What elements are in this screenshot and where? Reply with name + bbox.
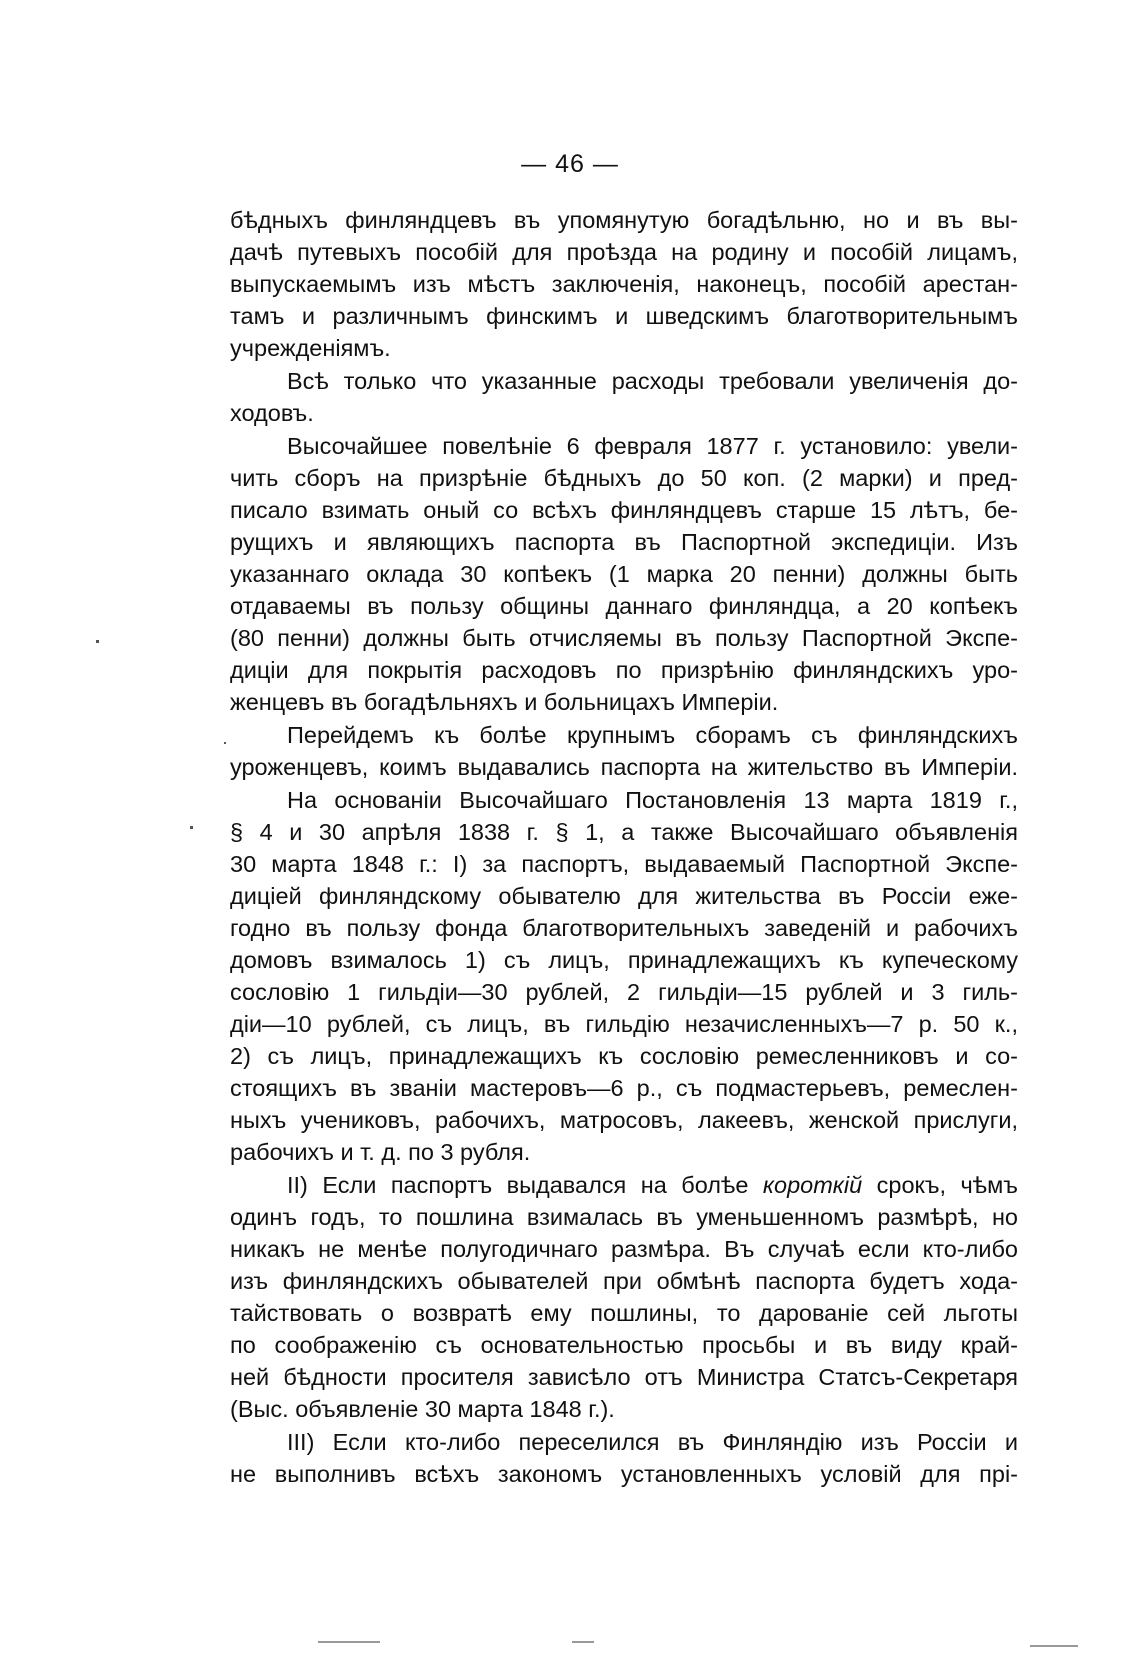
text-line: тайствовать о возвратѣ ему пошлины, то дарованіе сей льготы	[230, 1300, 1018, 1326]
body-text	[230, 204, 1018, 1491]
text-line: изъ финляндскихъ обывателей при обмѣнѣ паспорта будетъ хода-	[230, 1268, 1018, 1294]
text-line: отдаваемы въ пользу общины даннаго финляндца, а 20 копѣекъ	[230, 593, 1018, 619]
text-line: одинъ годъ, то пошлина взималась въ уменьшенномъ размѣрѣ, но	[230, 1204, 1018, 1230]
scan-edge-mark	[318, 1641, 380, 1643]
paragraph	[230, 1426, 1018, 1490]
text-run: II) Если паспортъ выдавался на болѣе	[287, 1172, 763, 1198]
text-line: выпускаемымъ изъ мѣстъ заключенія, наконецъ, пособій арестан-	[230, 271, 1018, 297]
text-line: учрежденіямъ.	[230, 335, 391, 361]
text-line: стоящихъ въ званіи мастеровъ—6 р., съ подмастерьевъ, ремеслен-	[230, 1075, 1018, 1101]
scan-speck	[224, 742, 226, 744]
text-line: годно въ пользу фонда благотворительныхъ заведеній и рабочихъ	[230, 915, 1018, 941]
text-line: Высочайшее повелѣніе 6 февраля 1877 г. установило: увели-	[287, 433, 1018, 459]
scan-speck	[96, 640, 99, 643]
italic-word: короткій	[762, 1172, 863, 1198]
page-number: — 46 —	[521, 150, 619, 178]
text-line: писало взимать оный со всѣхъ финляндцевъ старше 15 лѣтъ, бе-	[230, 497, 1018, 523]
text-line: рабочихъ и т. д. по 3 рубля.	[230, 1139, 531, 1165]
text-line: чить сборъ на призрѣніе бѣдныхъ до 50 коп. (2 марки) и пред-	[230, 465, 1018, 491]
paragraph	[230, 430, 1018, 718]
text-line: женцевъ въ богадѣльняхъ и больницахъ Имперіи.	[230, 689, 779, 715]
scan-edge-mark	[1030, 1645, 1078, 1647]
text-line: не выполнивъ всѣхъ закономъ установленныхъ условій для прі-	[230, 1461, 1018, 1487]
text-line: сословію 1 гильдіи—30 рублей, 2 гильдіи—15 рублей и 3 гиль-	[230, 979, 1018, 1005]
paragraph	[230, 1169, 1018, 1425]
text-line: диціи для покрытія расходовъ по призрѣнію финляндскихъ уро-	[230, 657, 1018, 683]
paragraph	[230, 204, 1018, 364]
text-line: 30 марта 1848 г.: I) за паспортъ, выдаваемый Паспортной Экспе-	[230, 851, 1018, 877]
text-line: § 4 и 30 апрѣля 1838 г. § 1, а также Высочайшаго объявленія	[230, 819, 1018, 845]
text-line: дачѣ путевыхъ пособій для проѣзда на родину и пособій лицамъ,	[230, 239, 1018, 265]
text-line: ней бѣдности просителя зависѣло отъ Министра Статсъ-Секретаря	[230, 1364, 1018, 1390]
paragraph	[230, 719, 1018, 783]
text-line: рущихъ и являющихъ паспорта въ Паспортной экспедиціи. Изъ	[230, 529, 1018, 555]
text-line: (80 пенни) должны быть отчисляемы въ пользу Паспортной Экспе-	[230, 625, 1018, 651]
scan-speck	[190, 826, 193, 829]
text-line: ходовъ.	[230, 400, 314, 426]
text-line: ныхъ учениковъ, рабочихъ, матросовъ, лакеевъ, женской прислуги,	[230, 1107, 1018, 1133]
text-line: тамъ и различнымъ финскимъ и шведскимъ благотворительнымъ	[230, 303, 1018, 329]
text-line: (Выс. объявленіе 30 марта 1848 г.).	[230, 1396, 615, 1422]
text-line: указаннаго оклада 30 копѣекъ (1 марка 20 пенни) должны быть	[230, 561, 1018, 587]
text-line: по соображенію съ основательностью просьбы и въ виду край-	[230, 1332, 1018, 1358]
text-line: домовъ взималось 1) съ лицъ, принадлежащихъ къ купеческому	[230, 947, 1018, 973]
text-line: бѣдныхъ финляндцевъ въ упомянутую богадѣльню, но и въ вы-	[230, 207, 1018, 233]
scan-edge-mark	[572, 1641, 594, 1643]
text-line: Перейдемъ къ болѣе крупнымъ сборамъ съ финляндскихъ	[287, 722, 1018, 748]
paragraph	[230, 784, 1018, 1168]
text-line: III) Если кто-либо переселился въ Финляндію изъ Россіи и	[287, 1429, 1018, 1455]
text-line: діи—10 рублей, съ лицъ, въ гильдію незачисленныхъ—7 р. 50 к.,	[230, 1011, 1018, 1037]
text-line: диціей финляндскому обывателю для жительства въ Россіи еже-	[230, 883, 1018, 909]
text-line: На основаніи Высочайшаго Постановленія 13 марта 1819 г.,	[287, 787, 1018, 813]
paragraph	[230, 365, 1018, 429]
text-line	[230, 1169, 1018, 1201]
text-run: срокъ, чѣмъ	[862, 1172, 1018, 1198]
text-line: уроженцевъ, коимъ выдавались паспорта на жительство въ Имперіи.	[230, 754, 1018, 780]
text-line: Всѣ только что указанные расходы требовали увеличенія до-	[287, 368, 1018, 394]
text-line: никакъ не менѣе полугодичнаго размѣра. Въ случаѣ если кто-либо	[230, 1236, 1018, 1262]
text-line: 2) съ лицъ, принадлежащихъ къ сословію ремесленниковъ и со-	[230, 1043, 1018, 1069]
